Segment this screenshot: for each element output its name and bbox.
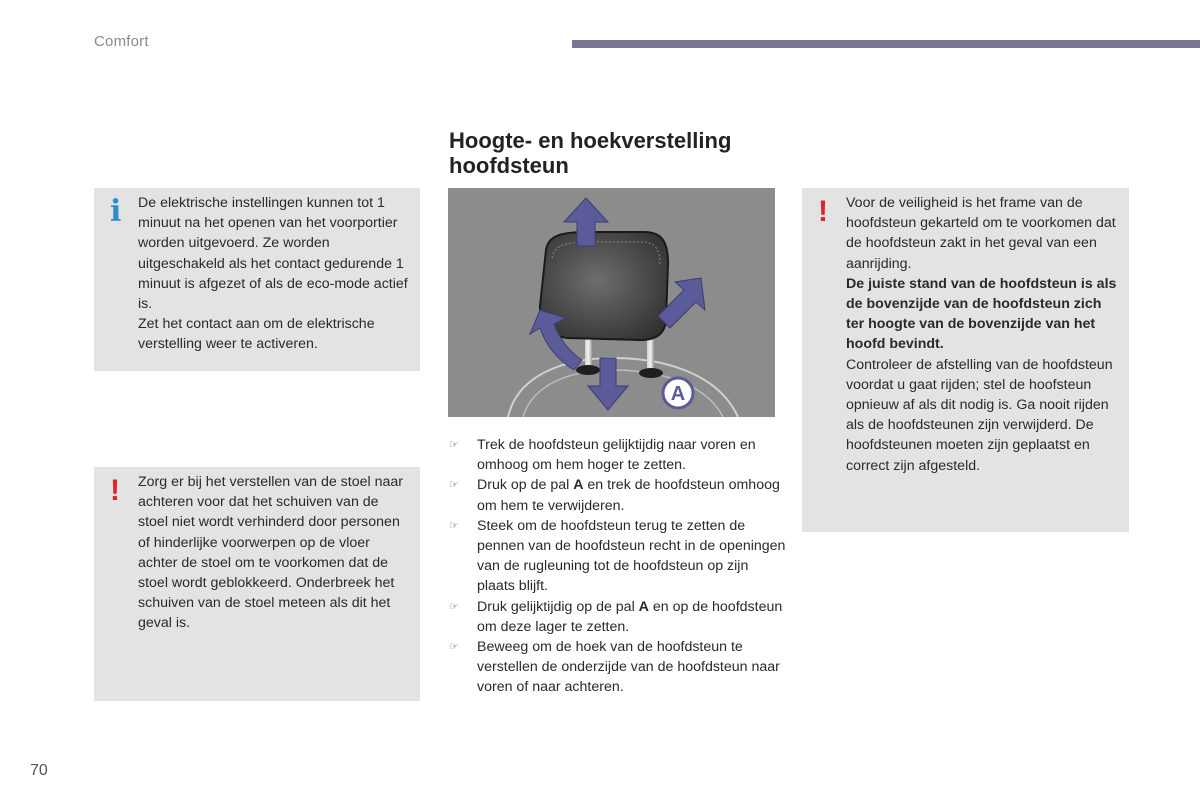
page-title: Hoogte- en hoekverstelling hoofdsteun [449, 128, 732, 178]
pointing-hand-icon: ☞ [449, 519, 459, 532]
pointing-hand-icon: ☞ [449, 479, 459, 492]
warning-headrest-outro: Controleer de afstelling van de hoofdsteun voordat u gaat rijden; stel de hoofsteun opnieuw af als dit nodig is. Ga nooit rijden als de hoofdsteunen zijn verwijderd. De hoofdsteunen moeten zijn geplaatst en correct zijn afgesteld. [846, 356, 1113, 474]
list-item [449, 435, 789, 475]
warning-seat-text [138, 472, 412, 634]
warning-icon: ! [110, 474, 120, 507]
warning-icon: ! [818, 195, 828, 228]
warning-headrest-intro: Voor de veiligheid is het frame van de hoofdsteun gekarteld om te voorkomen dat de hoofdsteun zakt in het geval van een aanrijding. [846, 195, 1116, 272]
step-text: Trek de hoofdsteun gelijktijdig naar voren en omhoog om hem hoger te zetten. [477, 437, 756, 474]
warning-seat-paragraph: Zorg er bij het verstellen van de stoel naar achteren voor dat het schuiven van de stoel niet wordt verhinderd door personen of hinderlijke voorwerpen op de vloer achter de stoel om te voorkomen dat de stoel wordt geblokkeerd. Onderbreek het schuiven van de stoel meteen als dit het geval is. [138, 474, 403, 632]
step-text: Druk op de pal [477, 477, 574, 494]
pointing-hand-icon: ☞ [449, 439, 459, 451]
info-paragraph-1: De elektrische instellingen kunnen tot 1 minuut na het openen van het voorportier worden uitgevoerd. Ze worden uitgeschakeld als het contact gedurende 1 minuut is afgezet of als de eco-mode actief is. [138, 195, 408, 313]
step-text: en trek de hoofdsteun omhoog om hem te verwijderen. [477, 477, 780, 514]
step-text: Druk gelijktijdig op de pal [477, 598, 639, 615]
section-title: Comfort [94, 33, 149, 50]
list-item [449, 597, 789, 637]
info-paragraph-2: Zet het contact aan om de elektrische verstelling weer te activeren. [138, 316, 375, 353]
info-box [94, 188, 420, 371]
step-text: Beweeg om de hoek van de hoofdsteun te verstellen de onderzijde van de hoofdsteun naar voren of naar achteren. [477, 639, 780, 696]
headrest-illustration [448, 188, 775, 417]
list-item [449, 637, 789, 698]
step-text: Steek om de hoofdsteun terug te zetten de pennen van de hoofdsteun recht in de openingen van de rugleuning tot de hoofdsteun op zijn plaats blijft. [477, 517, 786, 595]
instruction-list [449, 435, 789, 698]
illustration-label-a: A [670, 383, 686, 405]
step-label: A [573, 477, 584, 494]
info-text [138, 193, 412, 355]
warning-headrest-text [846, 193, 1121, 476]
info-icon: i [110, 194, 122, 229]
list-item [449, 516, 789, 597]
list-item [449, 475, 789, 515]
pointing-hand-icon: ☞ [449, 600, 459, 613]
step-text: en op de hoofdsteun om deze lager te zetten. [477, 598, 783, 635]
warning-box-headrest [802, 188, 1129, 532]
warning-headrest-bold: De juiste stand van de hoofdsteun is als de bovenzijde van de hoofdsteun zich ter hoogte van de bovenzijde van het hoofd bevindt. [846, 275, 1117, 353]
headrest-drawing [448, 188, 775, 417]
pointing-hand-icon: ☞ [449, 641, 459, 654]
warning-box-seat [94, 467, 420, 701]
step-label: A [638, 598, 649, 615]
section-bar [572, 40, 1200, 48]
page-number: 70 [30, 762, 48, 779]
